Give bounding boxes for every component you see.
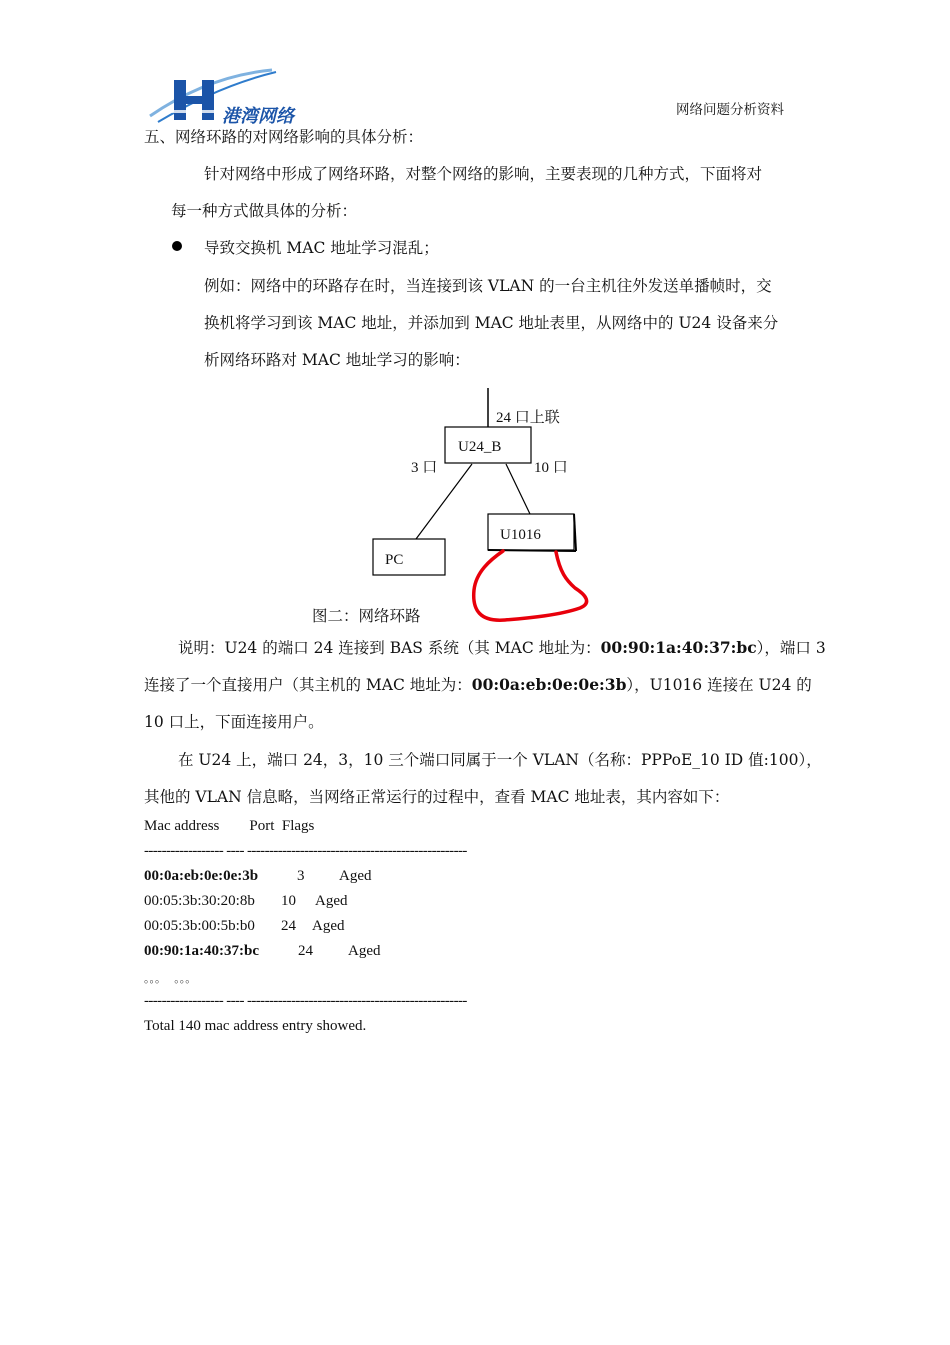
explanation-text: ），U1016 连接在 U24 的 xyxy=(626,676,812,694)
document-title: 网络问题分析资料 xyxy=(676,102,784,118)
link-to-u1016 xyxy=(506,464,530,514)
red-loop-mark xyxy=(474,551,587,620)
port10-label: 10 口 xyxy=(534,460,568,476)
table-total: Total 140 mac address entry showed. xyxy=(144,1018,367,1034)
mac-table-header: Mac address Port Flags xyxy=(144,818,315,834)
diagram-caption-text: 图二：网络环路 xyxy=(312,607,421,625)
row-port: 10 xyxy=(281,893,296,909)
row-port: 3 xyxy=(297,868,305,884)
table-row xyxy=(144,918,345,935)
switch-u24-b-label: U24_B xyxy=(458,439,502,455)
explanation-text: 连接了一个直接用户（其主机的 MAC 地址为： xyxy=(144,676,472,694)
example-line-1: 例如：网络中的环路存在时，当连接到该 VLAN 的一台主机往外发送单播帧时，交 xyxy=(204,277,772,295)
explanation-line-2 xyxy=(144,675,812,695)
u1016-label: U1016 xyxy=(500,527,541,543)
row-flag: Aged xyxy=(348,943,381,959)
row-mac: 00:0a:eb:0e:0e:3b xyxy=(144,868,259,884)
bas-mac-address: 00:90:1a:40:37:bc xyxy=(600,638,757,657)
pc-label: PC xyxy=(385,552,404,568)
vlan-line-2: 其他的 VLAN 信息略，当网络正常运行的过程中，查看 MAC 地址表，其内容如下： xyxy=(144,788,730,806)
pc-box xyxy=(373,539,445,575)
row-flag: Aged xyxy=(315,893,348,909)
intro-line-1: 针对网络中形成了网络环路，对整个网络的影响，主要表现的几种方式，下面将对 xyxy=(204,165,763,183)
example-line-2: 换机将学习到该 MAC 地址，并添加到 MAC 地址表里，从网络中的 U24 设备来分 xyxy=(204,314,779,332)
row-mac: 00:05:3b:30:20:8b xyxy=(144,893,255,909)
bullet-dot-icon xyxy=(172,241,182,251)
row-port: 24 xyxy=(298,943,313,959)
row-flag: Aged xyxy=(339,868,372,884)
table-row xyxy=(144,868,372,885)
mac-table-separator-bottom: ------------------ ---- -------------------------------------------------- xyxy=(144,993,467,1009)
row-flag: Aged xyxy=(312,918,345,934)
mac-table-separator-top: ------------------ ---- -------------------------------------------------- xyxy=(144,843,467,859)
bullet-title: 导致交换机 MAC 地址学习混乱； xyxy=(204,239,439,257)
row-mac: 00:90:1a:40:37:bc xyxy=(144,943,259,959)
vlan-line-1: 在 U24 上，端口 24，3，10 三个端口同属于一个 VLAN（名称：PPPoE_10 ID 值:100）， xyxy=(178,751,822,769)
uplink-label: 24 口上联 xyxy=(496,410,560,426)
logo-text: 港湾网络 xyxy=(222,106,294,127)
explanation-line-3: 10 口上，下面连接用户。 xyxy=(144,713,324,731)
example-line-3: 析网络环路对 MAC 地址学习的影响： xyxy=(204,351,470,369)
table-ellipsis: 。。。 。。。 xyxy=(144,973,197,985)
port3-label: 3 口 xyxy=(411,460,438,476)
company-logo xyxy=(148,66,308,128)
row-port: 24 xyxy=(281,918,296,934)
intro-line-2: 每一种方式做具体的分析： xyxy=(171,202,358,220)
section-title: 五、网络环路的对网络影响的具体分析： xyxy=(144,128,424,146)
explanation-line-1 xyxy=(178,638,826,658)
explanation-text: 说明：U24 的端口 24 连接到 BAS 系统（其 MAC 地址为： xyxy=(178,639,601,657)
table-row xyxy=(144,893,348,910)
explanation-text: ），端口 3 xyxy=(756,639,826,657)
table-row xyxy=(144,943,381,960)
row-mac: 00:05:3b:00:5b:b0 xyxy=(144,918,255,934)
network-loop-diagram xyxy=(360,380,600,630)
host-mac-address: 00:0a:eb:0e:0e:3b xyxy=(471,675,627,694)
